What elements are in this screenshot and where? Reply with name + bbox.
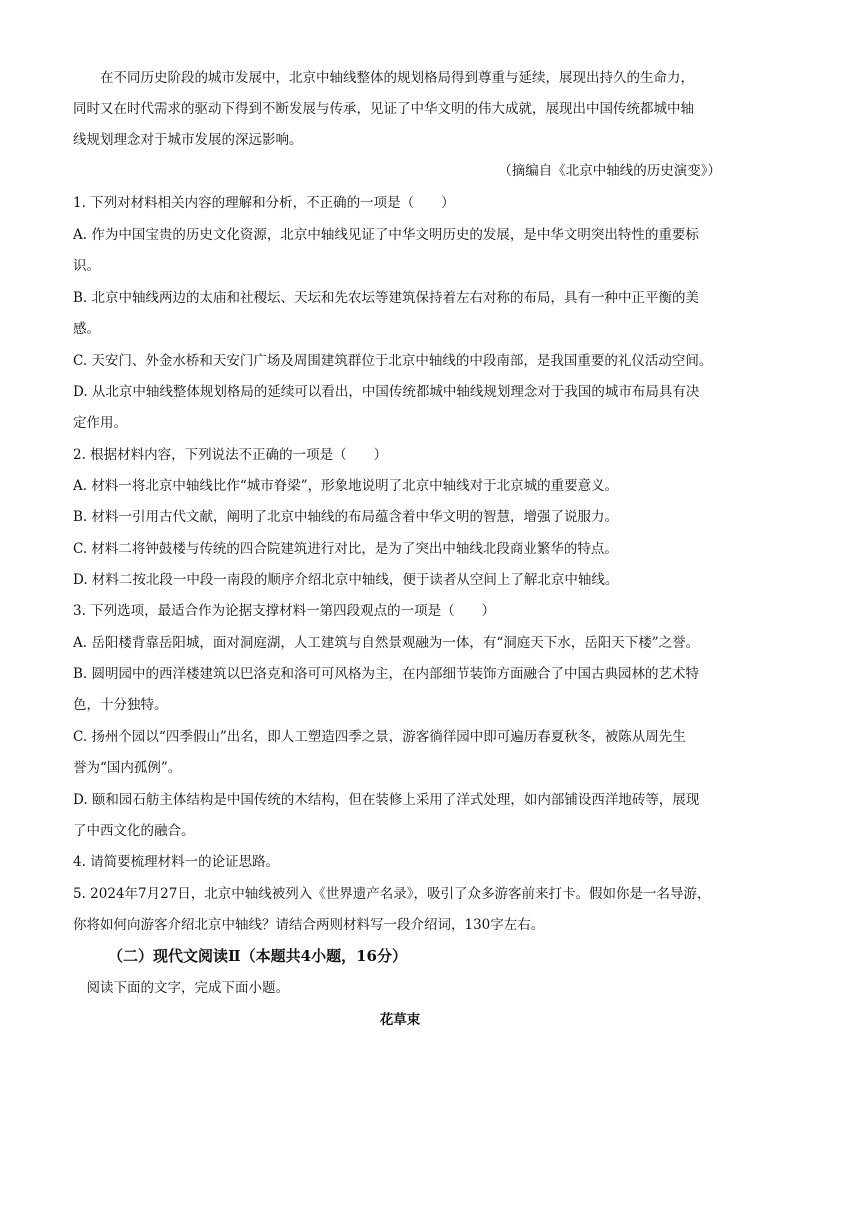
question-2-stem: 2. 根据材料内容，下列说法不正确的一项是（ ） [73,447,388,463]
q2-option-d: D. 材料二按北段一中段一南段的顺序介绍北京中轴线，便于读者从空间上了解北京中轴线。 [73,572,619,588]
q1-option-d-line-1: D. 从北京中轴线整体规划格局的延续可以看出，中国传统都城中轴线规划理念对于我国的城市布局具有决 [73,384,700,400]
question-5-line-1: 5. 2024年7月27日，北京中轴线被列入《世界遗产名录》，吸引了众多游客前来打卡。假如你是一名导游， [73,886,711,902]
reading-instruction: 阅读下面的文字，完成下面小题。 [73,980,289,996]
q1-option-d-line-2: 定作用。 [73,415,127,431]
q3-option-c-line-2: 誉为“国内孤例”。 [73,760,182,776]
passage-line-3: 线规划理念对于城市发展的深远影响。 [73,132,303,148]
passage-source: （摘编自《北京中轴线的历史演变》） [498,163,721,179]
q2-option-a: A. 材料一将北京中轴线比作“城市脊梁”，形象地说明了北京中轴线对于北京城的重要意义。 [73,478,619,494]
q3-option-a: A. 岳阳楼背靠岳阳城，面对洞庭湖，人工建筑与自然景观融为一体，有“洞庭天下水，岳阳天下楼”之誉。 [73,635,700,651]
q2-option-c: C. 材料二将钟鼓楼与传统的四合院建筑进行对比，是为了突出中轴线北段商业繁华的特点。 [73,541,618,557]
q1-option-a-line-2: 识。 [73,258,100,274]
question-4-stem: 4. 请简要梳理材料一的论证思路。 [73,854,280,870]
question-3-stem: 3. 下列选项，最适合作为论据支撑材料一第四段观点的一项是（ ） [73,603,496,619]
q2-option-b: B. 材料一引用古代文献，阐明了北京中轴线的布局蕴含着中华文明的智慧，增强了说服力。 [73,509,619,525]
q1-option-a-line-1: A. 作为中国宝贵的历史文化资源，北京中轴线见证了中华文明历史的发展，是中华文明突出特性的重要标 [73,227,699,243]
q1-option-b-line-1: B. 北京中轴线两边的太庙和社稷坛、天坛和先农坛等建筑保持着左右对称的布局，具有一种中正平衡的美 [73,290,700,306]
q3-option-d-line-1: D. 颐和园石舫主体结构是中国传统的木结构，但在装修上采用了洋式处理，如内部铺设西洋地砖等，展现 [73,792,700,808]
question-1-stem: 1. 下列对材料相关内容的理解和分析，不正确的一项是（ ） [73,195,455,211]
passage-line-1: 在不同历史阶段的城市发展中，北京中轴线整体的规划格局得到尊重与延续，展现出持久的生命力， [73,70,694,86]
passage-line-2: 同时又在时代需求的驱动下得到不断发展与传承，见证了中华文明的伟大成就，展现出中国传统都城中轴 [73,101,694,117]
section-heading: （二）现代文阅读Ⅱ（本题共4小题，16分） [108,947,407,965]
q1-option-c: C. 天安门、外金水桥和天安门广场及周围建筑群位于北京中轴线的中段南部，是我国重要的礼仪活动空间。 [73,353,713,369]
story-title: 花草束 [379,1012,421,1028]
q3-option-c-line-1: C. 扬州个园以“四季假山”出名，即人工塑造四季之景，游客徜徉园中即可遍历春夏秋冬，被陈从周先生 [73,729,686,745]
q3-option-b-line-1: B. 圆明园中的西洋楼建筑以巴洛克和洛可可风格为主，在内部细节装饰方面融合了中国古典园林的艺术特 [73,666,700,682]
q3-option-b-line-2: 色，十分独特。 [73,697,168,713]
q3-option-d-line-2: 了中西文化的融合。 [73,823,195,839]
question-5-line-2: 你将如何向游客介绍北京中轴线？请结合两则材料写一段介绍词，130字左右。 [73,917,545,933]
q1-option-b-line-2: 感。 [73,321,100,337]
